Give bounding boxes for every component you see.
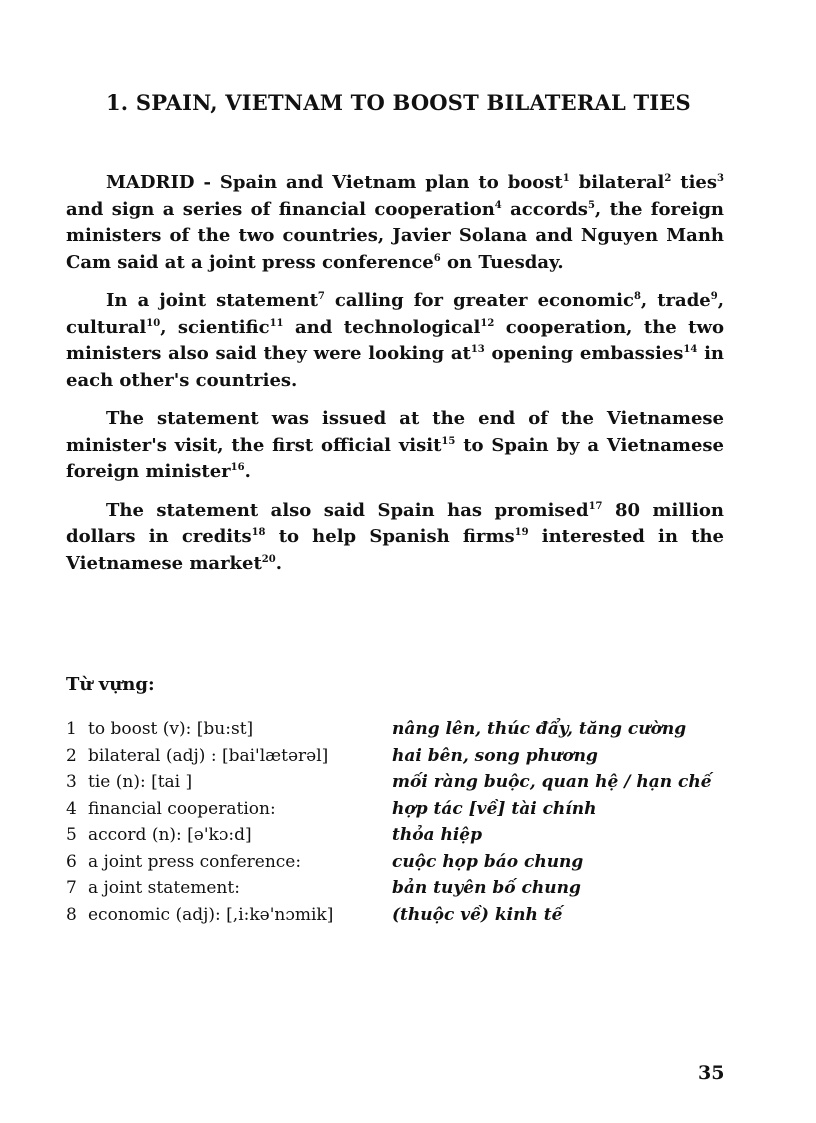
footnote-marker: 19: [514, 527, 529, 538]
footnote-marker: 14: [683, 344, 698, 355]
footnote-marker: 5: [587, 199, 595, 211]
paragraph-text: .: [275, 552, 282, 574]
paragraph-text: , the foreign ministers of the two countries, Javier Solana and Nguyen Manh Cam said at a joint press conference: [66, 198, 724, 273]
footnote-marker: 8: [633, 291, 641, 302]
paragraph-text: ties: [671, 172, 718, 193]
article-title: 1. SPAIN, VIETNAM TO BOOST BILATERAL TIES: [106, 90, 691, 115]
vocabulary-row: [66, 902, 726, 929]
footnote-marker: 13: [470, 344, 485, 355]
paragraph-text: opening embassies: [484, 343, 684, 364]
paragraph-text: and sign a series of financial cooperation: [66, 198, 495, 220]
footnote-marker: 9: [710, 291, 718, 302]
vocabulary-term: accord (n): [ə'kɔ:d]: [88, 825, 252, 845]
vocabulary-meaning: cuộc họp báo chung: [392, 851, 584, 872]
vocabulary-term: tie (n): [tai ]: [88, 772, 193, 792]
vocabulary-row: [66, 849, 726, 876]
vocabulary-term-cell: [66, 822, 392, 849]
paragraph-text: The statement was issued at the end of the Vietnamese minister's visit, the first official visit: [66, 408, 724, 456]
vocabulary-term: bilateral (adj) : [bai'lætərəl]: [88, 745, 329, 766]
vocabulary-number: 2: [66, 745, 77, 766]
vocabulary-number: 5: [66, 825, 77, 845]
footnote-marker: 6: [433, 252, 441, 264]
paragraph-text: .: [244, 461, 251, 482]
paragraph-text: MADRID - Spain and Vietnam plan to boost: [106, 172, 563, 193]
paragraph-text: on Tuesday.: [440, 251, 564, 273]
footnote-marker: 7: [317, 291, 325, 302]
vocabulary-term-cell: [66, 849, 392, 876]
vocabulary-number: 7: [66, 878, 77, 898]
vocabulary-meaning: mối ràng buộc, quan hệ / hạn chế: [392, 772, 712, 792]
vocabulary-row: [66, 796, 726, 823]
vocabulary-number: 1: [66, 719, 77, 739]
vocabulary-term-cell: [66, 796, 392, 823]
paragraph-text: 80 million dollars in credits: [66, 499, 724, 547]
paragraph-text: interested in the Vietnamese market: [66, 526, 724, 574]
footnote-marker: 16: [230, 462, 245, 473]
footnote-marker: 3: [717, 173, 724, 184]
footnote-marker: 2: [664, 173, 672, 184]
footnote-marker: 10: [146, 317, 161, 329]
vocabulary-list: [66, 716, 726, 928]
footnote-marker: 20: [261, 553, 276, 565]
vocabulary-meaning: thỏa hiệp: [392, 825, 483, 845]
paragraph-text: to help Spanish firms: [265, 526, 515, 547]
paragraph-text: in each other's countries.: [66, 343, 724, 391]
paragraph-text: to Spain by a Vietnamese foreign minister: [66, 434, 724, 482]
footnote-marker: 11: [269, 317, 284, 329]
paragraph-text: and technological: [283, 316, 481, 338]
article-paragraph: [66, 288, 724, 394]
footnote-marker: 15: [441, 435, 456, 447]
vocabulary-meaning: (thuộc về) kinh tế: [392, 904, 563, 925]
vocabulary-term: economic (adj): [,i:kə'nɔmik]: [88, 904, 334, 925]
article-paragraph: [66, 406, 724, 486]
vocabulary-number: 4: [66, 798, 77, 819]
article-body: [66, 170, 724, 589]
vocabulary-row: [66, 822, 726, 849]
paragraph-text: calling for greater economic: [324, 290, 634, 311]
paragraph-text: The statement also said Spain has promised: [106, 499, 589, 521]
vocabulary-heading: Từ vựng:: [66, 674, 155, 695]
vocabulary-row: [66, 743, 726, 770]
vocabulary-term-cell: [66, 875, 392, 902]
vocabulary-row: [66, 716, 726, 743]
vocabulary-term: a joint press conference:: [88, 851, 302, 872]
article-paragraph: [66, 498, 724, 578]
vocabulary-row: [66, 769, 726, 796]
footnote-marker: 1: [562, 173, 570, 184]
vocabulary-term-cell: [66, 716, 392, 743]
vocabulary-term-cell: [66, 743, 392, 770]
paragraph-text: , scientific: [160, 316, 270, 338]
vocabulary-number: 8: [66, 904, 77, 925]
vocabulary-meaning: nâng lên, thúc đẩy, tăng cường: [392, 719, 687, 739]
vocabulary-number: 3: [66, 772, 77, 792]
footnote-marker: 17: [588, 500, 603, 512]
vocabulary-meaning: hợp tác [về] tài chính: [392, 798, 597, 819]
vocabulary-number: 6: [66, 851, 77, 872]
footnote-marker: 12: [480, 317, 495, 329]
paragraph-text: , cultural: [66, 290, 724, 338]
paragraph-text: cooperation, the two ministers also said they were looking at: [66, 316, 724, 364]
vocabulary-term-cell: [66, 902, 392, 929]
paragraph-text: bilateral: [569, 172, 665, 193]
footnote-marker: 4: [494, 199, 502, 211]
paragraph-text: In a joint statement: [106, 290, 318, 311]
vocabulary-term: a joint statement:: [88, 878, 240, 898]
vocabulary-row: [66, 875, 726, 902]
paragraph-text: , trade: [640, 290, 711, 311]
vocabulary-term: financial cooperation:: [88, 798, 276, 819]
vocabulary-meaning: bản tuyên bố chung: [392, 878, 581, 898]
article-paragraph: [66, 170, 724, 276]
vocabulary-term: to boost (v): [bu:st]: [88, 719, 254, 739]
paragraph-text: accords: [501, 198, 588, 220]
footnote-marker: 18: [251, 527, 266, 538]
page-number: 35: [698, 1062, 725, 1084]
vocabulary-meaning: hai bên, song phương: [392, 745, 598, 766]
vocabulary-term-cell: [66, 769, 392, 796]
